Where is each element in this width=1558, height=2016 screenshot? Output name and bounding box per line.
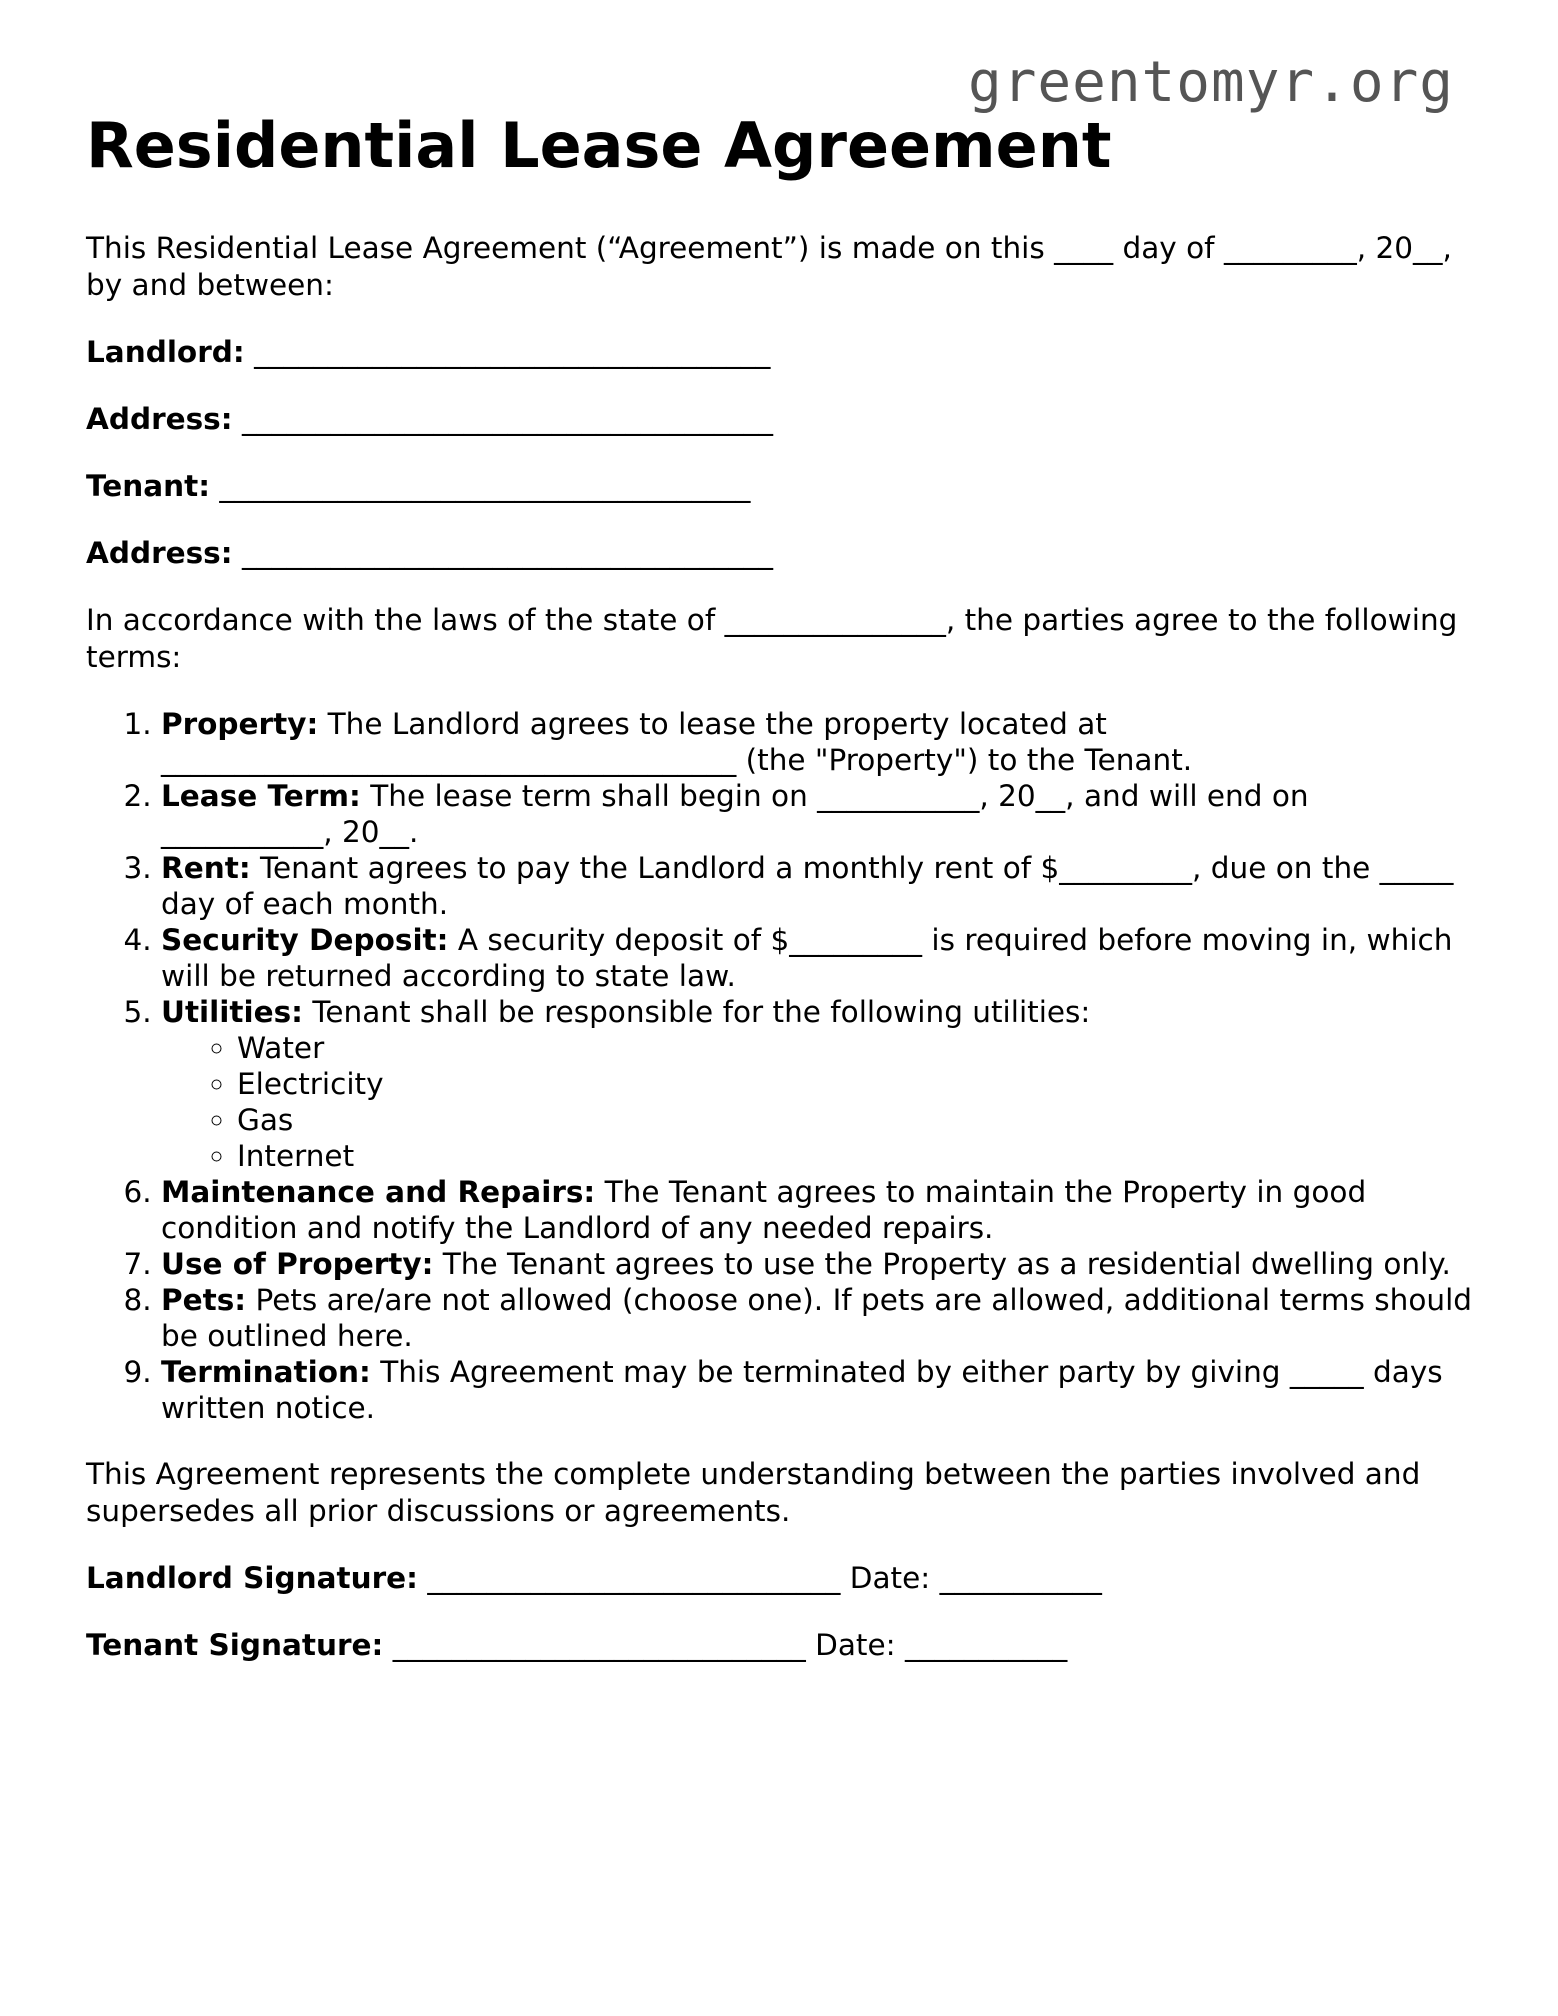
date-label: Date: [815, 1628, 896, 1662]
watermark: greentomyr.org [967, 50, 1454, 115]
date-blank: ___________ [895, 1628, 1068, 1662]
utilities-list [161, 1030, 1472, 1174]
terms-list [86, 706, 1472, 1426]
term-text: Tenant shall be responsible for the following utilities: [302, 995, 1091, 1029]
accordance-paragraph: In accordance with the laws of the state of _______________, the parties agree to the following terms: [86, 603, 1458, 674]
term-security-deposit [161, 922, 1472, 994]
signature-label: Tenant Signature: [86, 1628, 384, 1662]
term-text: The lease term shall begin on ___________, 20__, and will end on ___________, 20__. [161, 779, 1309, 849]
blank-field: ____________________________________ [219, 469, 751, 503]
utility-item: ◦ Electricity [237, 1066, 1472, 1102]
term-text: The Landlord agrees to lease the property located at _______________________________________ (the "Property") to the Tenant. [161, 707, 1193, 777]
term-heading: Rent: [161, 851, 251, 885]
utility-item: ◦ Gas [237, 1102, 1472, 1138]
party-tenant-address [86, 535, 1472, 572]
term-text: The Tenant agrees to use the Property as a residential dwelling only. [433, 1247, 1451, 1281]
party-landlord [86, 334, 1472, 371]
term-text: The Tenant agrees to maintain the Property in good condition and notify the Landlord of any needed repairs. [161, 1175, 1367, 1245]
term-heading: Termination: [161, 1355, 371, 1389]
party-label: Landlord: [86, 335, 245, 369]
utility-item: ◦ Internet [237, 1138, 1472, 1174]
term-termination [161, 1354, 1472, 1426]
term-text: This Agreement may be terminated by either party by giving _____ days written notice. [161, 1355, 1443, 1425]
term-use-of-property [161, 1246, 1472, 1282]
term-heading: Security Deposit: [161, 923, 449, 957]
blank-field: ___________________________________ [254, 335, 771, 369]
tenant-signature-line [86, 1627, 1472, 1664]
blank-field: ____________________________________ [241, 402, 773, 436]
date-label: Date: [849, 1561, 931, 1595]
term-text: A security deposit of $_________ is required before moving in, which will be returned according to state law. [161, 923, 1453, 993]
term-heading: Use of Property: [161, 1247, 434, 1281]
term-utilities [161, 994, 1472, 1174]
term-property [161, 706, 1472, 778]
document-page [86, 108, 1472, 1694]
term-text: Tenant agrees to pay the Landlord a monthly rent of $_________, due on the _____ day of each month. [161, 851, 1454, 921]
document-title: Residential Lease Agreement [86, 109, 1112, 182]
term-rent [161, 850, 1472, 922]
date-blank: ___________ [930, 1561, 1102, 1595]
party-tenant [86, 468, 1472, 505]
term-maintenance [161, 1174, 1472, 1246]
signature-blank: ____________________________ [383, 1628, 816, 1662]
party-landlord-address [86, 401, 1472, 438]
signature-blank: ____________________________ [417, 1561, 850, 1595]
term-heading: Maintenance and Repairs: [161, 1175, 596, 1209]
term-heading: Lease Term: [161, 779, 361, 813]
party-label: Tenant: [86, 469, 211, 503]
party-label: Address: [86, 402, 233, 436]
term-pets [161, 1282, 1472, 1354]
term-heading: Pets: [161, 1283, 247, 1317]
utility-item: ◦ Water [237, 1030, 1472, 1066]
party-label: Address: [86, 536, 233, 570]
blank-field: ____________________________________ [241, 536, 773, 570]
term-lease-term [161, 778, 1472, 850]
intro-paragraph: This Residential Lease Agreement (“Agreement”) is made on this ____ day of _________, 20__, by and between: [86, 231, 1452, 302]
term-heading: Utilities: [161, 995, 303, 1029]
term-heading: Property: [161, 707, 319, 741]
closing-paragraph: This Agreement represents the complete understanding between the parties involved and supersedes all prior discussions or agreements. [86, 1457, 1421, 1528]
signature-label: Landlord Signature: [86, 1561, 418, 1595]
term-text: Pets are/are not allowed (choose one). If pets are allowed, additional terms should be outlined here. [161, 1283, 1473, 1353]
landlord-signature-line [86, 1560, 1472, 1597]
